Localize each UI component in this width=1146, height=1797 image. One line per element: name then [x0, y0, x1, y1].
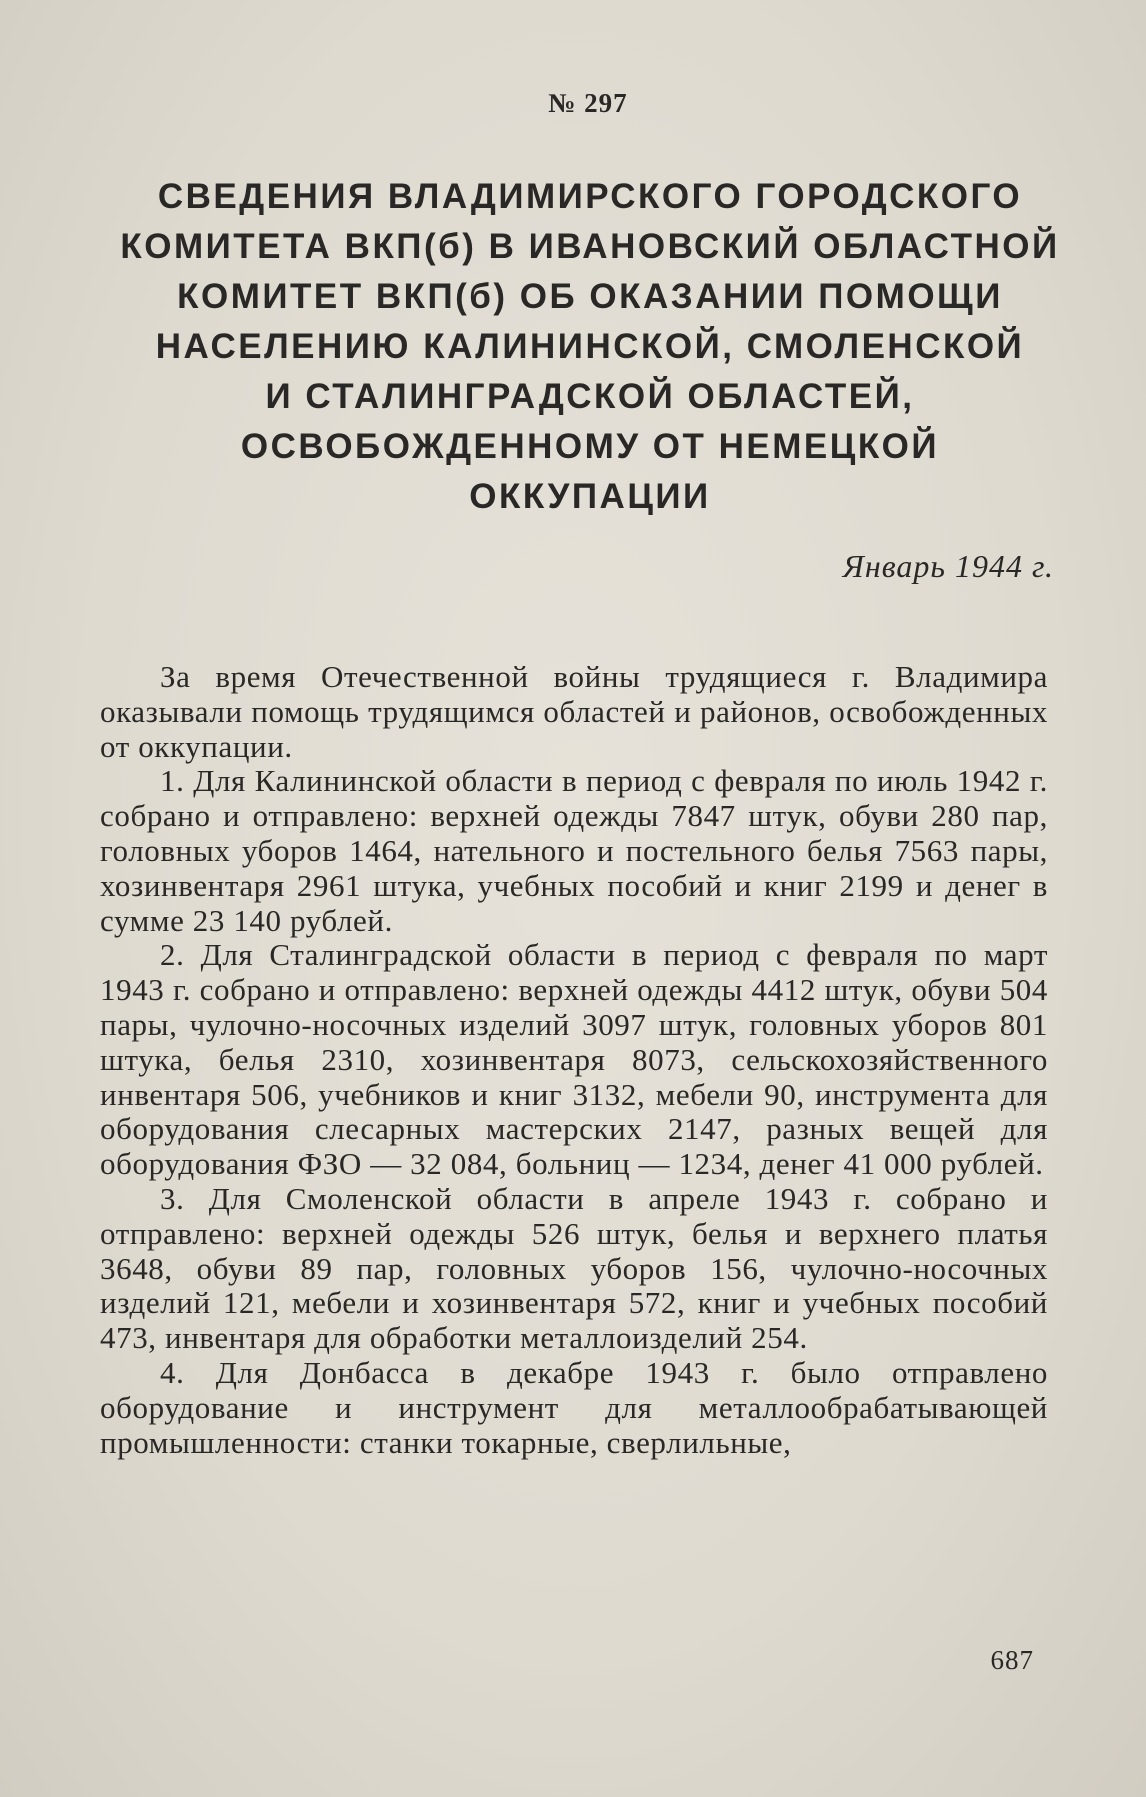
body-paragraph: 4. Для Донбасса в декабре 1943 г. было отправлено оборудование и инструмент для металлообрабатывающей промышленности: станки токарные, сверлильные,	[100, 1354, 1048, 1460]
body-paragraph: 1. Для Калининской области в период с февраля по июль 1942 г. собрано и отправлено: верхней одежды 7847 штук, обуви 280 пар, головных уборов 1464, нательного и постельного белья 7563 пары, хозинвентаря 2961 штука, учебных пособий и книг 2199 и денег в сумме 23 140 рублей.	[100, 763, 1048, 938]
page-number: 687	[990, 1645, 1034, 1675]
body-paragraph: За время Отечественной войны трудящиеся г. Владимира оказывали помощь трудящимся областей и районов, освобожденных от оккупации.	[100, 659, 1048, 764]
title-line: КОМИТЕТА ВКП(б) В ИВАНОВСКИЙ ОБЛАСТНОЙ	[120, 227, 1060, 266]
document-number: № 297	[548, 88, 628, 118]
body-paragraph: 3. Для Смоленской области в апреле 1943 г. собрано и отправлено: верхней одежды 526 штук, белья и верхнего платья 3648, обуви 89 пар, головных уборов 156, чулочно-носочных изделий 121, мебели и хозинвентаря 572, книг и учебных пособий 473, инвентаря для обработки металлоизделий 254.	[100, 1180, 1048, 1356]
document-date: Январь 1944 г.	[842, 548, 1054, 584]
title-line: ОККУПАЦИИ	[469, 477, 711, 516]
body-paragraph: 2. Для Сталинградской области в период с февраля по март 1943 г. собрано и отправлено: верхней одежды 4412 штук, обуви 504 пары, чулочно-носочных изделий 3097 штук, головных уборов 801 штука, белья 2310, хозинвентаря 8073, сельскохозяйственного инвентаря 506, учебников и книг 3132, мебели 90, инструмента для оборудования слесарных мастерских 2147, разных вещей для оборудования ФЗО — 32 084, больниц — 1234, денег 41 000 рублей.	[100, 937, 1048, 1182]
title-line: СВЕДЕНИЯ ВЛАДИМИРСКОГО ГОРОДСКОГО	[157, 177, 1023, 216]
document-body	[100, 660, 1048, 1460]
title-line: НАСЕЛЕНИЮ КАЛИНИНСКОЙ, СМОЛЕНСКОЙ	[155, 327, 1025, 366]
title-line: И СТАЛИНГРАДСКОЙ ОБЛАСТЕЙ,	[265, 377, 915, 416]
title-line: КОМИТЕТ ВКП(б) ОБ ОКАЗАНИИ ПОМОЩИ	[177, 277, 1003, 316]
title-line: ОСВОБОЖДЕННОМУ ОТ НЕМЕЦКОЙ	[240, 427, 940, 466]
document-title	[110, 172, 1070, 522]
